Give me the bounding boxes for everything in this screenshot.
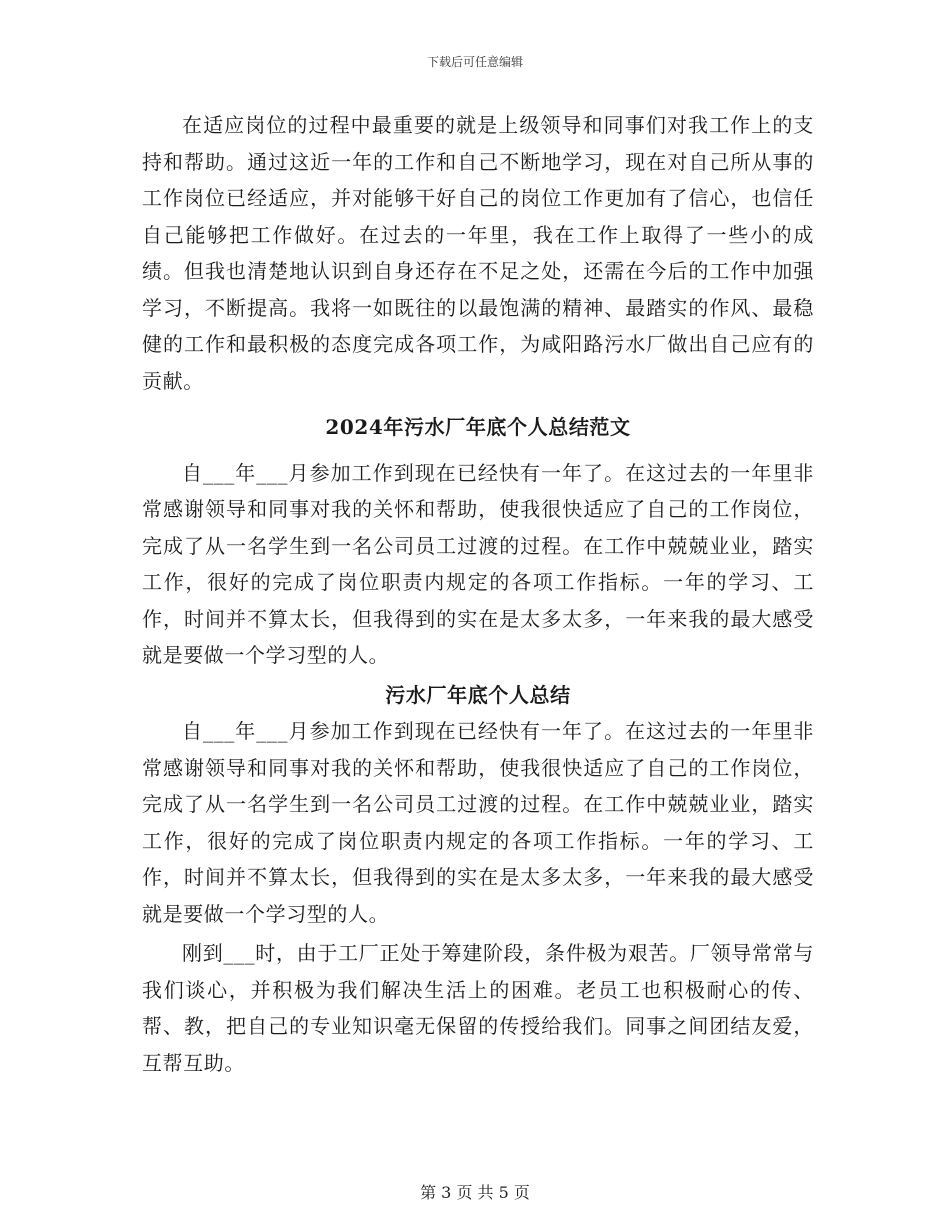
paragraph-4: 刚到___时，由于工厂正处于筹建阶段，条件极为艰苦。厂领导常常与我们谈心，并积极为我们解决生活上的困难。老员工也积极耐心的传、帮、教，把自己的专业知识毫无保留的传授给我们。同事之间团结友爱，互帮互助。 [142,941,814,1075]
section-heading-2: 污水厂年底个人总结 [385,682,571,707]
header-note: 下载后可任意编辑 [426,55,523,69]
page-number: 第 3 页 共 5 页 [420,1183,530,1202]
paragraph-3: 自___年___月参加工作到现在已经快有一年了。在这过去的一年里非常感谢领导和同事对我的关怀和帮助，使我很快适应了自己的工作岗位，完成了从一名学生到一名公司员工过渡的过程。在工作中兢兢业业，踏实工作，很好的完成了岗位职责内规定的各项工作指标。一年的学习、工作，时间并不算太长，但我得到的实在是太多太多，一年来我的最大感受就是要做一个学习型的人。 [142,719,814,926]
document-body [142,107,814,1081]
paragraph-1: 在适应岗位的过程中最重要的就是上级领导和同事们对我工作上的支持和帮助。通过这近一年的工作和自己不断地学习，现在对自己所从事的工作岗位已经适应，并对能够干好自己的岗位工作更加有了信心，也信任自己能够把工作做好。在过去的一年里，我在工作上取得了一些小的成绩。但我也清楚地认识到自身还存在不足之处，还需在今后的工作中加强学习，不断提高。我将一如既往的以最饱满的精神、最踏实的作风、最稳健的工作和最积极的态度完成各项工作，为咸阳路污水厂做出自己应有的贡献。 [142,113,814,393]
paragraph-2: 自___年___月参加工作到现在已经快有一年了。在这过去的一年里非常感谢领导和同事对我的关怀和帮助，使我很快适应了自己的工作岗位，完成了从一名学生到一名公司员工过渡的过程。在工作中兢兢业业，踏实工作，很好的完成了岗位职责内规定的各项工作指标。一年的学习、工作，时间并不算太长，但我得到的实在是太多太多，一年来我的最大感受就是要做一个学习型的人。 [142,460,814,667]
section-heading-1: 2024年污水厂年底个人总结范文 [325,415,631,439]
